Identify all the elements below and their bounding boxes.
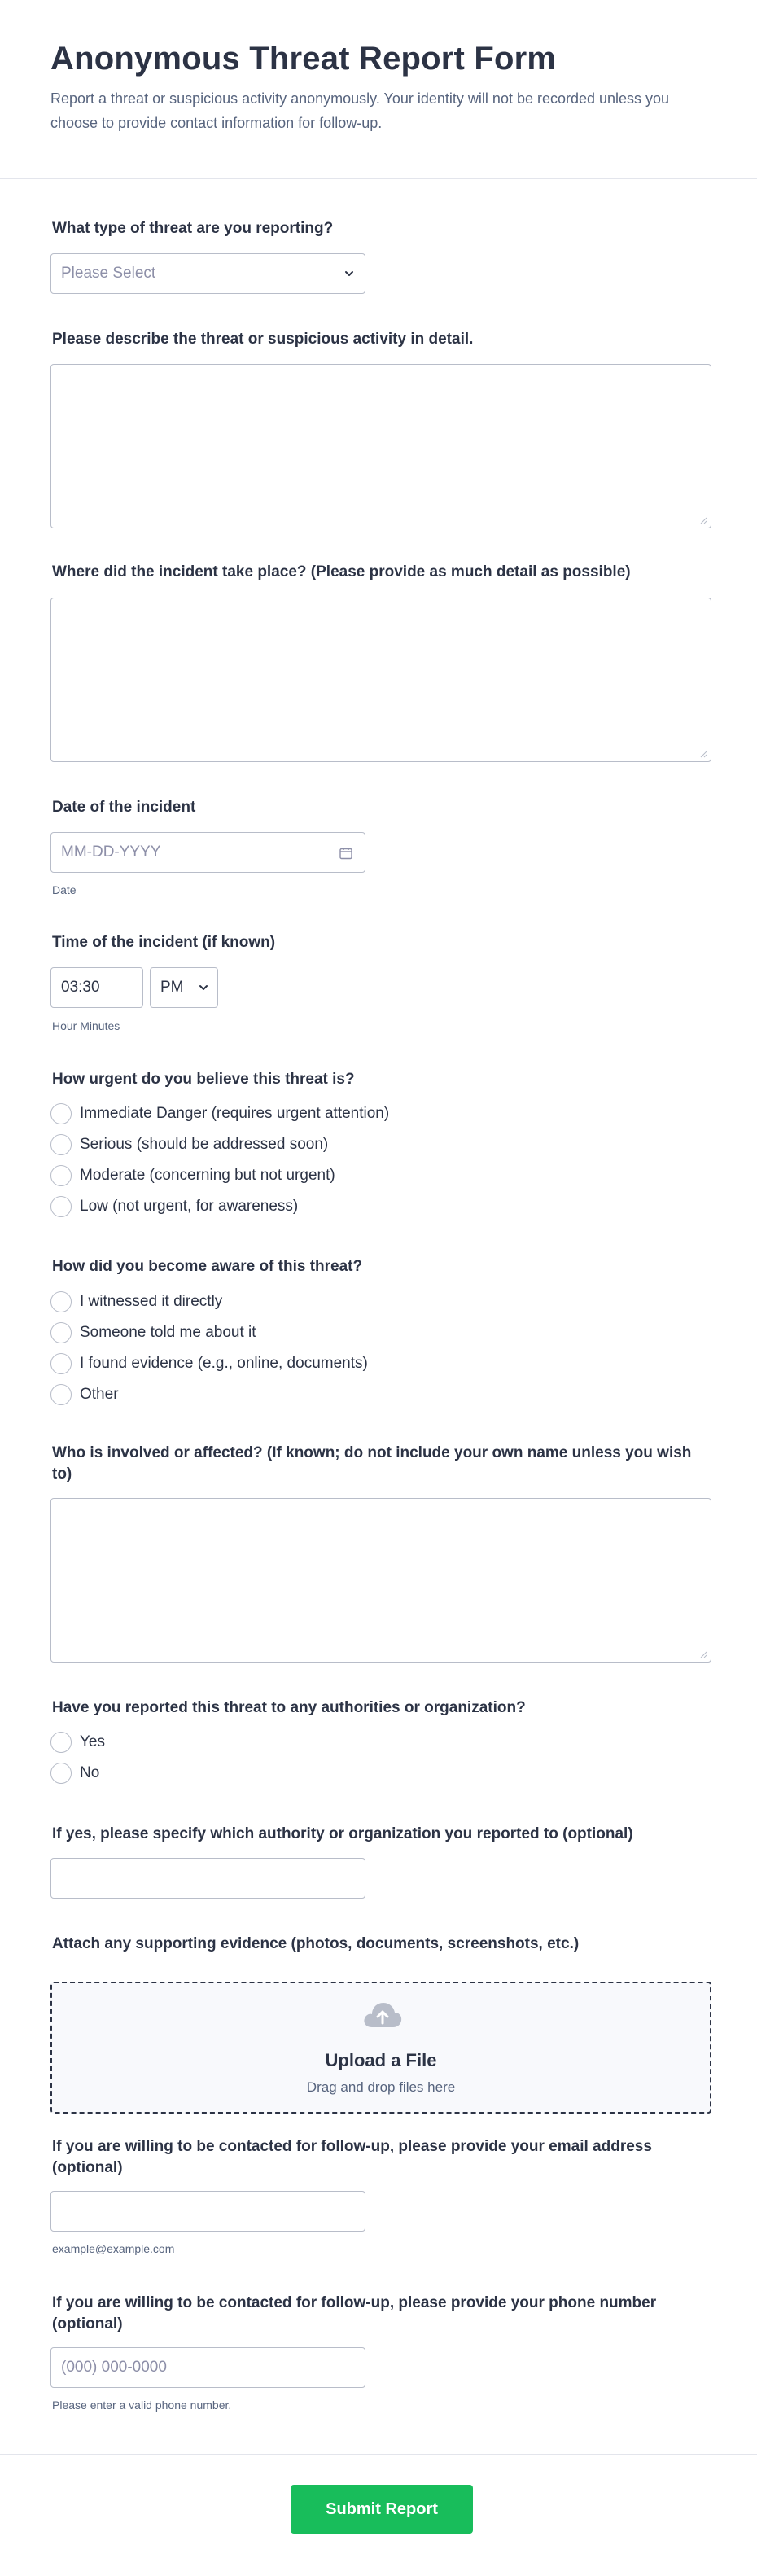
time-value: 03:30 [61, 979, 100, 996]
cloud-upload-icon [362, 2001, 403, 2029]
radio-button[interactable] [50, 1165, 72, 1186]
description-label: Please describe the threat or suspicious activity in detail. [52, 331, 474, 348]
authority-input[interactable] [50, 1858, 365, 1899]
radio-button[interactable] [50, 1196, 72, 1217]
phone-field[interactable] [50, 2347, 365, 2388]
urgency-option-immediate[interactable] [50, 1102, 389, 1125]
awareness-option-evidence[interactable] [50, 1352, 368, 1375]
radio-button[interactable] [50, 1291, 72, 1312]
radio-button[interactable] [50, 1732, 72, 1753]
radio-label: Moderate (concerning but not urgent) [80, 1167, 335, 1184]
email-field[interactable] [50, 2191, 365, 2232]
upload-subtitle: Drag and drop files here [306, 2079, 456, 2095]
calendar-icon[interactable] [339, 846, 353, 861]
radio-button[interactable] [50, 1103, 72, 1124]
evidence-label: Attach any supporting evidence (photos, documents, screenshots, etc.) [52, 1935, 580, 1952]
date-placeholder: MM-DD-YYYY [61, 843, 161, 861]
date-label: Date of the incident [52, 799, 196, 816]
radio-label: Immediate Danger (requires urgent attention) [80, 1105, 390, 1122]
date-input[interactable] [50, 832, 365, 873]
radio-label: I witnessed it directly [80, 1293, 223, 1310]
radio-label: Serious (should be addressed soon) [80, 1136, 329, 1153]
radio-label: Someone told me about it [80, 1324, 256, 1341]
phone-sublabel: Please enter a valid phone number. [52, 2399, 232, 2412]
urgency-option-low[interactable] [50, 1195, 298, 1218]
radio-button[interactable] [50, 1322, 72, 1343]
radio-button[interactable] [50, 1763, 72, 1784]
description-textarea[interactable] [50, 364, 711, 528]
footer-divider [0, 2454, 757, 2455]
ampm-select[interactable] [150, 967, 218, 1008]
form-header [0, 0, 757, 179]
awareness-option-other[interactable] [50, 1383, 119, 1406]
radio-label: No [80, 1764, 100, 1781]
radio-label: Low (not urgent, for awareness) [80, 1198, 299, 1215]
phone-label: If you are willing to be contacted for follow-up, please provide your phone number (optional) [52, 2294, 657, 2333]
form-title: Anonymous Threat Report Form [50, 41, 557, 77]
date-sublabel: Date [52, 883, 77, 896]
time-label: Time of the incident (if known) [52, 934, 276, 951]
awareness-label: How did you become aware of this threat? [52, 1258, 363, 1275]
resize-grip-icon[interactable] [699, 516, 707, 524]
threat-type-placeholder: Please Select [61, 265, 156, 282]
radio-label: Yes [80, 1733, 105, 1750]
file-upload-dropzone[interactable] [50, 1982, 711, 2114]
threat-type-select[interactable] [50, 253, 365, 294]
involved-label: Who is involved or affected? (If known; do not include your own name unless you wish to) [52, 1444, 692, 1483]
radio-button[interactable] [50, 1384, 72, 1405]
resize-grip-icon[interactable] [699, 1650, 707, 1658]
location-label: Where did the incident take place? (Please provide as much detail as possible) [52, 563, 631, 580]
urgency-label: How urgent do you believe this threat is? [52, 1071, 355, 1088]
upload-title: Upload a File [325, 2050, 437, 2070]
email-sublabel: example@example.com [52, 2242, 175, 2255]
radio-label: Other [80, 1386, 119, 1403]
chevron-down-icon [343, 268, 355, 279]
form-subtitle: Report a threat or suspicious activity anonymously. Your identity will not be recorded unless you choose to provide contact information for follow-up. [50, 90, 670, 131]
awareness-option-told[interactable] [50, 1321, 256, 1344]
location-textarea[interactable] [50, 598, 711, 762]
reported-option-no[interactable] [50, 1762, 99, 1785]
radio-button[interactable] [50, 1353, 72, 1374]
urgency-option-serious[interactable] [50, 1133, 328, 1156]
radio-label: I found evidence (e.g., online, documents) [80, 1355, 368, 1372]
ampm-value: PM [160, 979, 184, 996]
radio-button[interactable] [50, 1134, 72, 1155]
time-sublabel: Hour Minutes [52, 1019, 120, 1032]
phone-placeholder: (000) 000-0000 [61, 2359, 167, 2376]
reported-label: Have you reported this threat to any authorities or organization? [52, 1699, 526, 1716]
chevron-down-icon [198, 982, 209, 993]
time-input[interactable] [50, 967, 143, 1008]
reported-option-yes[interactable] [50, 1731, 105, 1754]
involved-textarea[interactable] [50, 1498, 711, 1663]
email-label: If you are willing to be contacted for follow-up, please provide your email address (optional) [52, 2138, 652, 2176]
resize-grip-icon[interactable] [699, 750, 707, 758]
urgency-option-moderate[interactable] [50, 1164, 335, 1187]
threat-type-label: What type of threat are you reporting? [52, 220, 334, 237]
authority-label: If yes, please specify which authority or organization you reported to (optional) [52, 1825, 633, 1842]
awareness-option-witnessed[interactable] [50, 1290, 222, 1313]
submit-button[interactable]: Submit Report [291, 2485, 473, 2534]
